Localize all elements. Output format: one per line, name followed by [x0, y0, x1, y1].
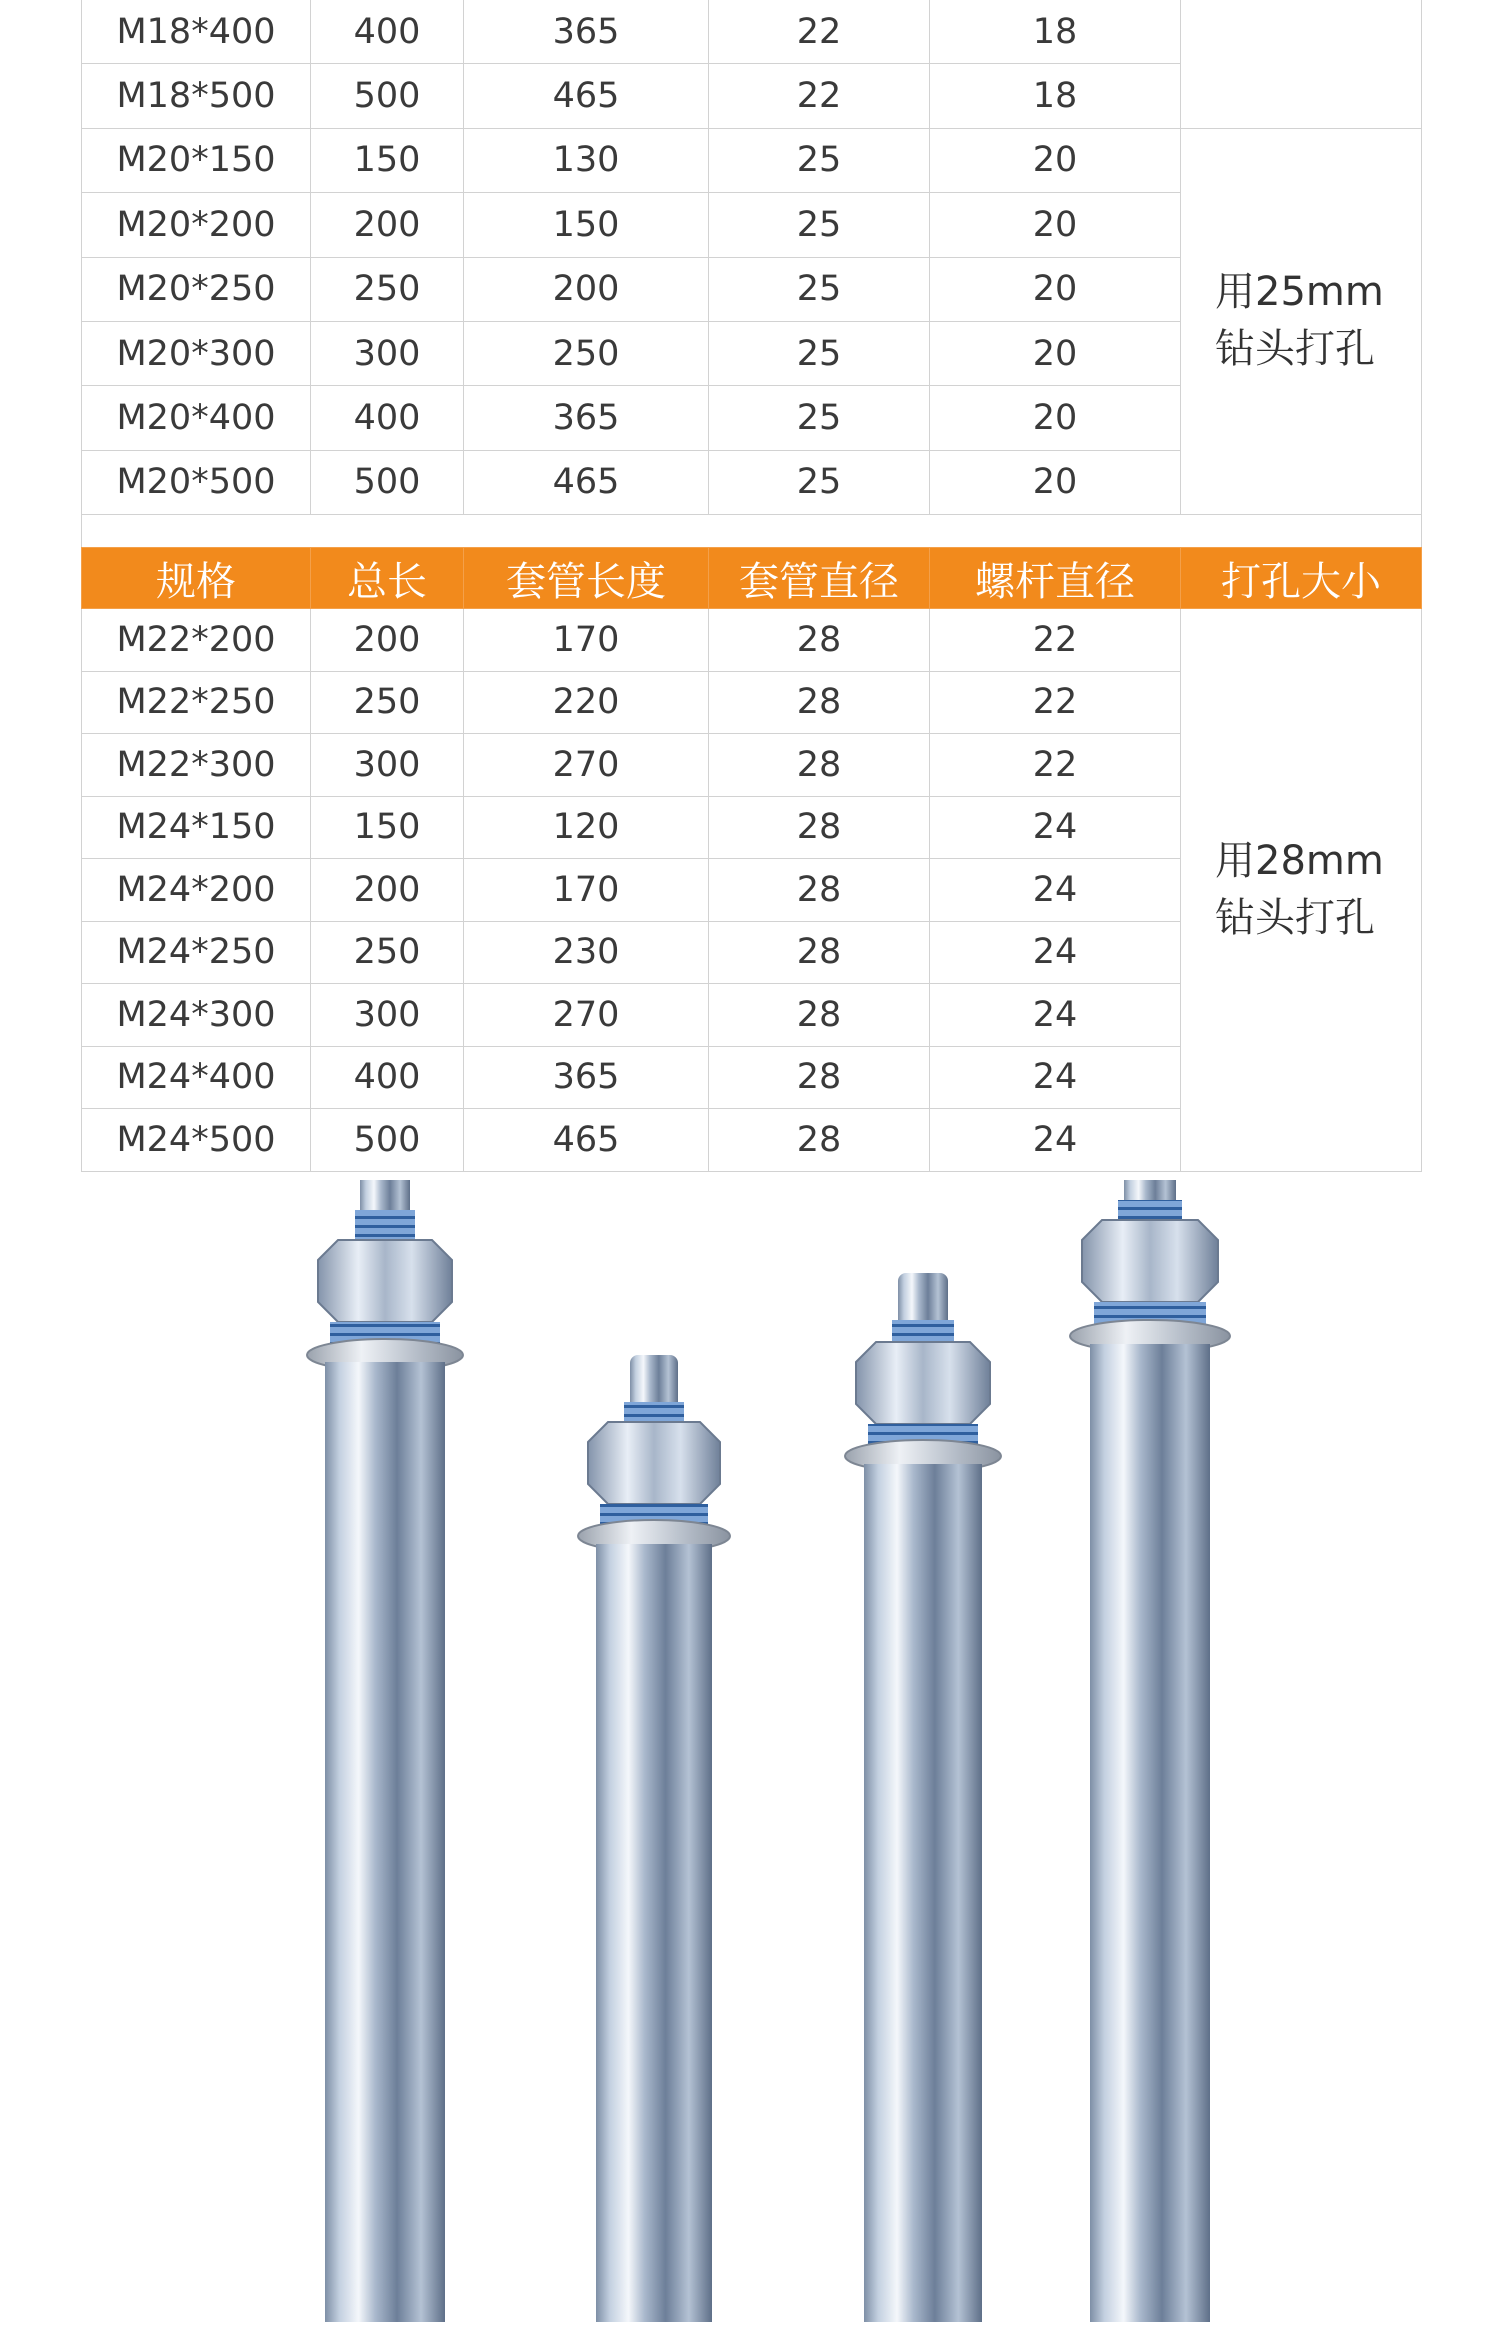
cell-sleeve-diameter: 25: [709, 257, 930, 321]
header-bolt-diameter: 螺杆直径: [930, 548, 1181, 609]
drill-note-25mm: [1181, 128, 1422, 514]
cell-total-length: 150: [311, 796, 464, 859]
drill-note-line2: 钻头打孔: [1215, 326, 1375, 373]
drill-note-line1: 用25mm: [1215, 269, 1384, 316]
bolt-1: [307, 1180, 463, 2322]
cell-sleeve-length: 465: [464, 1109, 709, 1172]
cell-total-length: 300: [311, 984, 464, 1047]
bolt-3: [845, 1273, 1001, 2322]
cell-spec: M18*500: [82, 64, 311, 128]
cell-bolt-diameter: 24: [930, 796, 1181, 859]
cell-sleeve-length: 465: [464, 64, 709, 128]
cell-sleeve-diameter: 22: [709, 64, 930, 128]
cell-sleeve-diameter: 28: [709, 859, 930, 922]
header-sleeve-diameter: 套管直径: [709, 548, 930, 609]
header-total-length: 总长: [311, 548, 464, 609]
cell-sleeve-diameter: 28: [709, 1046, 930, 1109]
cell-total-length: 500: [311, 450, 464, 514]
cell-sleeve-diameter: 28: [709, 1109, 930, 1172]
cell-spec: M20*500: [82, 450, 311, 514]
cell-sleeve-diameter: 28: [709, 609, 930, 672]
cell-spec: M24*150: [82, 796, 311, 859]
header-sleeve-length: 套管长度: [464, 548, 709, 609]
drill-note-28mm: [1181, 609, 1422, 1172]
cell-spec: M24*500: [82, 1109, 311, 1172]
cell-sleeve-length: 230: [464, 921, 709, 984]
cell-sleeve-diameter: 28: [709, 671, 930, 734]
cell-total-length: 150: [311, 128, 464, 192]
cell-total-length: 500: [311, 1109, 464, 1172]
cell-bolt-diameter: 24: [930, 921, 1181, 984]
cell-total-length: 400: [311, 386, 464, 450]
cell-sleeve-diameter: 28: [709, 796, 930, 859]
cell-sleeve-length: 170: [464, 859, 709, 922]
cell-total-length: 200: [311, 193, 464, 257]
cell-sleeve-diameter: 28: [709, 734, 930, 797]
cell-sleeve-length: 250: [464, 321, 709, 385]
drill-note-line1: 用28mm: [1215, 837, 1384, 884]
cell-drill-size-empty: [1181, 0, 1422, 128]
cell-spec: M24*300: [82, 984, 311, 1047]
cell-total-length: 400: [311, 1046, 464, 1109]
cell-spec: M20*250: [82, 257, 311, 321]
table-row: [82, 609, 1422, 672]
cell-bolt-diameter: 22: [930, 609, 1181, 672]
cell-bolt-diameter: 20: [930, 257, 1181, 321]
cell-sleeve-diameter: 25: [709, 386, 930, 450]
cell-total-length: 200: [311, 859, 464, 922]
cell-sleeve-length: 150: [464, 193, 709, 257]
cell-sleeve-length: 130: [464, 128, 709, 192]
drill-note-line2: 钻头打孔: [1215, 894, 1375, 941]
cell-spec: M20*200: [82, 193, 311, 257]
cell-bolt-diameter: 24: [930, 984, 1181, 1047]
cell-total-length: 400: [311, 0, 464, 64]
header-spec: 规格: [82, 548, 311, 609]
cell-sleeve-diameter: 25: [709, 128, 930, 192]
cell-bolt-diameter: 22: [930, 734, 1181, 797]
header-drill-size: 打孔大小: [1181, 548, 1422, 609]
cell-spec: M22*300: [82, 734, 311, 797]
cell-bolt-diameter: 20: [930, 450, 1181, 514]
cell-sleeve-length: 170: [464, 609, 709, 672]
cell-spec: M22*250: [82, 671, 311, 734]
cell-total-length: 250: [311, 257, 464, 321]
cell-sleeve-length: 220: [464, 671, 709, 734]
cell-spec: M20*400: [82, 386, 311, 450]
cell-bolt-diameter: 24: [930, 1046, 1181, 1109]
cell-sleeve-length: 365: [464, 386, 709, 450]
cell-sleeve-length: 120: [464, 796, 709, 859]
cell-total-length: 300: [311, 734, 464, 797]
cell-spec: M22*200: [82, 609, 311, 672]
table-header-row: [82, 548, 1422, 609]
cell-spec: M24*200: [82, 859, 311, 922]
cell-total-length: 250: [311, 671, 464, 734]
cell-sleeve-length: 270: [464, 984, 709, 1047]
cell-sleeve-diameter: 25: [709, 450, 930, 514]
cell-bolt-diameter: 20: [930, 193, 1181, 257]
cell-spec: M18*400: [82, 0, 311, 64]
expansion-bolts-icon: [0, 1180, 1500, 2322]
spec-table-m18-m20: [81, 0, 1422, 556]
cell-sleeve-length: 270: [464, 734, 709, 797]
cell-sleeve-diameter: 25: [709, 193, 930, 257]
cell-bolt-diameter: 18: [930, 64, 1181, 128]
cell-bolt-diameter: 24: [930, 859, 1181, 922]
cell-total-length: 500: [311, 64, 464, 128]
table-row: [82, 128, 1422, 192]
cell-bolt-diameter: 20: [930, 128, 1181, 192]
cell-bolt-diameter: 20: [930, 386, 1181, 450]
spec-table-m22-m24: [81, 547, 1422, 1172]
cell-total-length: 250: [311, 921, 464, 984]
cell-sleeve-diameter: 28: [709, 921, 930, 984]
cell-bolt-diameter: 24: [930, 1109, 1181, 1172]
cell-bolt-diameter: 18: [930, 0, 1181, 64]
cell-total-length: 300: [311, 321, 464, 385]
product-photo: [0, 1180, 1500, 2322]
cell-sleeve-length: 365: [464, 1046, 709, 1109]
bolt-2: [578, 1355, 730, 2322]
cell-spec: M24*250: [82, 921, 311, 984]
cell-bolt-diameter: 22: [930, 671, 1181, 734]
table-row: [82, 0, 1422, 64]
cell-sleeve-diameter: 28: [709, 984, 930, 1047]
cell-sleeve-diameter: 22: [709, 0, 930, 64]
cell-sleeve-length: 465: [464, 450, 709, 514]
cell-sleeve-diameter: 25: [709, 321, 930, 385]
cell-bolt-diameter: 20: [930, 321, 1181, 385]
cell-total-length: 200: [311, 609, 464, 672]
bolt-4: [1070, 1180, 1230, 2322]
cell-spec: M20*300: [82, 321, 311, 385]
cell-sleeve-length: 200: [464, 257, 709, 321]
cell-spec: M20*150: [82, 128, 311, 192]
cell-spec: M24*400: [82, 1046, 311, 1109]
cell-sleeve-length: 365: [464, 0, 709, 64]
